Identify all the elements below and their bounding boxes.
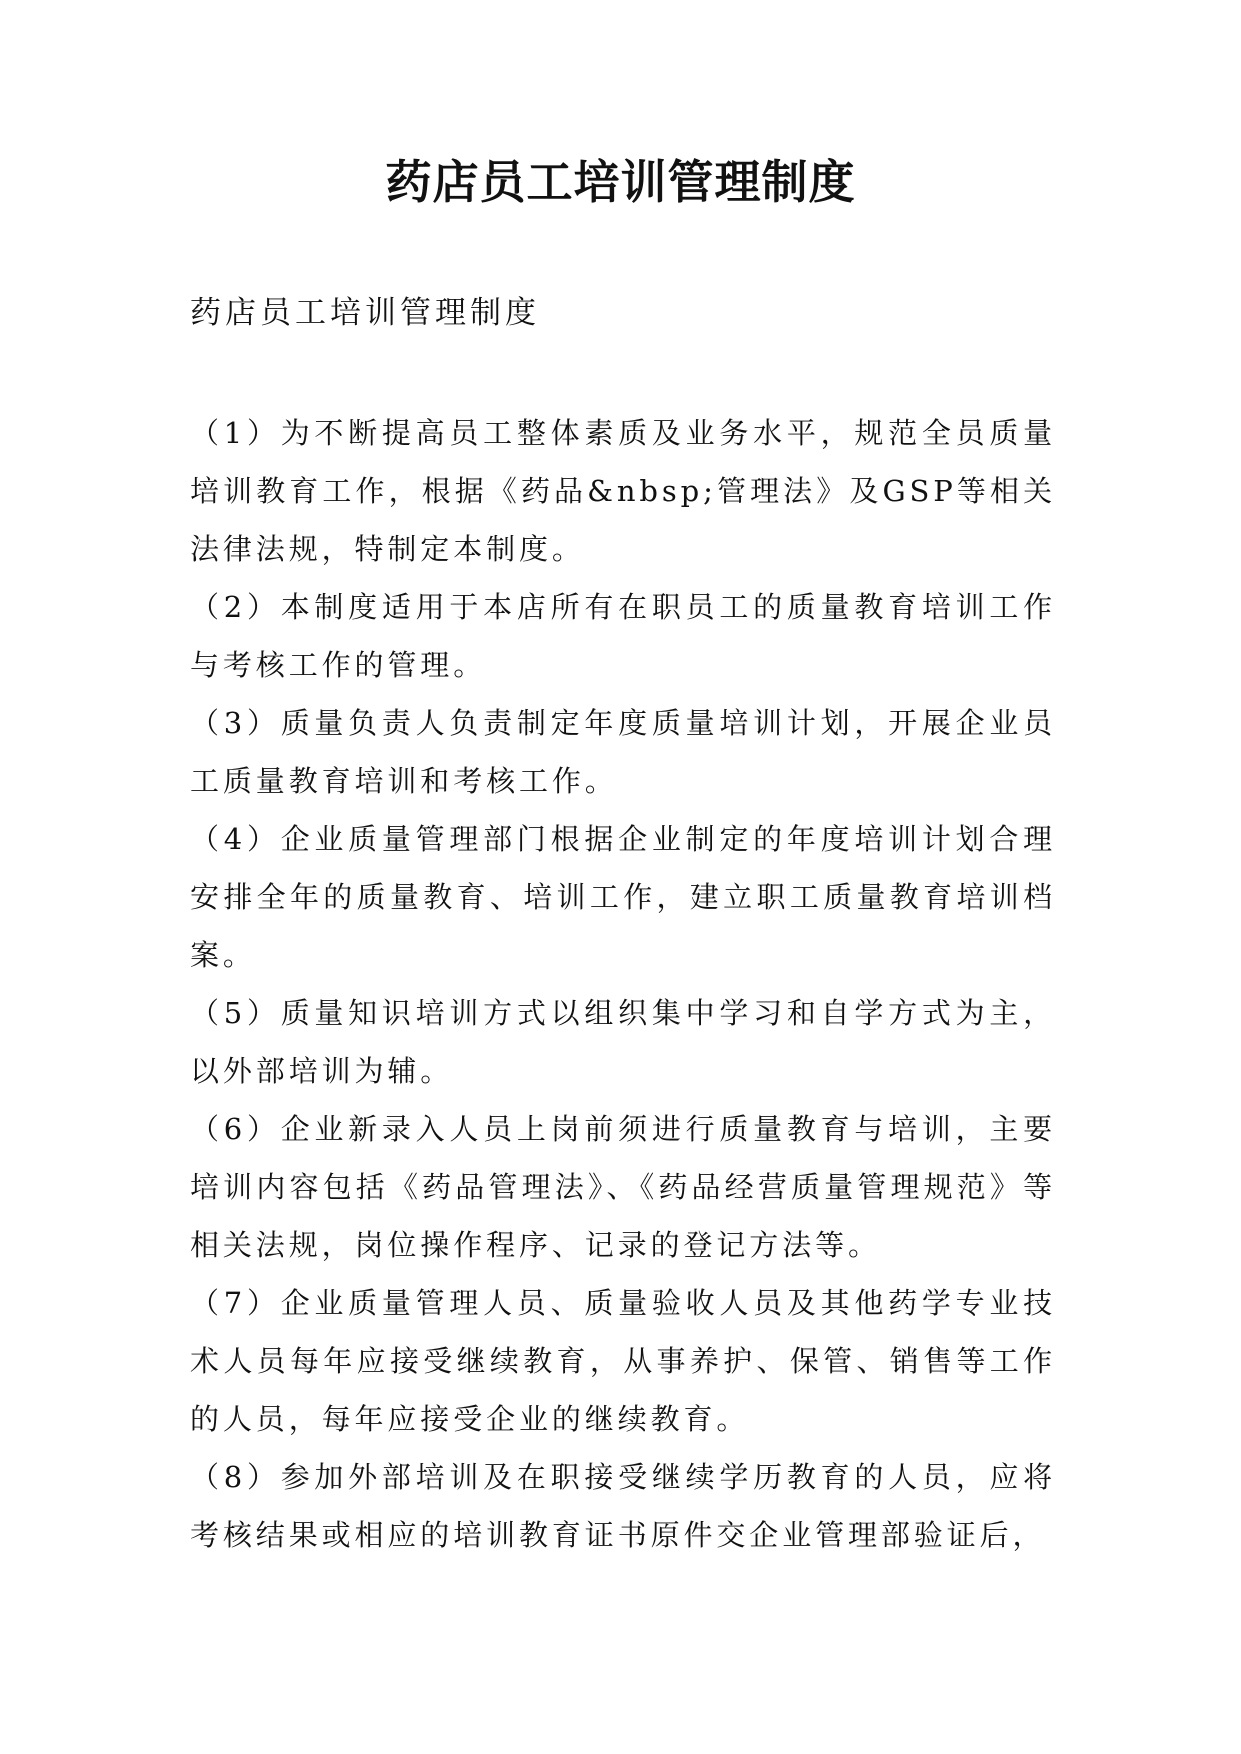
paragraph-6: （6）企业新录入人员上岗前须进行质量教育与培训，主要培训内容包括《药品管理法》、《药品经营质量管理规范》等相关法规，岗位操作程序、记录的登记方法等。 <box>190 1112 1056 1262</box>
paragraph-3: （3）质量负责人负责制定年度质量培训计划，开展企业员工质量教育培训和考核工作。 <box>190 706 1056 798</box>
document-title: 药店员工培训管理制度 <box>385 155 856 209</box>
document-body <box>190 404 1056 1564</box>
paragraph-8: （8）参加外部培训及在职接受继续学历教育的人员，应将考核结果或相应的培训教育证书原件交企业管理部验证后， <box>190 1460 1056 1552</box>
paragraph-4: （4）企业质量管理部门根据企业制定的年度培训计划合理安排全年的质量教育、培训工作，建立职工质量教育培训档案。 <box>190 822 1056 972</box>
paragraph-7: （7）企业质量管理人员、质量验收人员及其他药学专业技术人员每年应接受继续教育，从事养护、保管、销售等工作的人员，每年应接受企业的继续教育。 <box>190 1286 1056 1436</box>
document-subtitle: 药店员工培训管理制度 <box>190 295 540 331</box>
paragraph-1: （1）为不断提高员工整体素质及业务水平，规范全员质量培训教育工作，根据《药品&nbsp;管理法》及GSP等相关法律法规，特制定本制度。 <box>190 416 1056 566</box>
paragraph-2: （2）本制度适用于本店所有在职员工的质量教育培训工作与考核工作的管理。 <box>190 590 1056 682</box>
paragraph-5: （5）质量知识培训方式以组织集中学习和自学方式为主，以外部培训为辅。 <box>190 996 1056 1088</box>
